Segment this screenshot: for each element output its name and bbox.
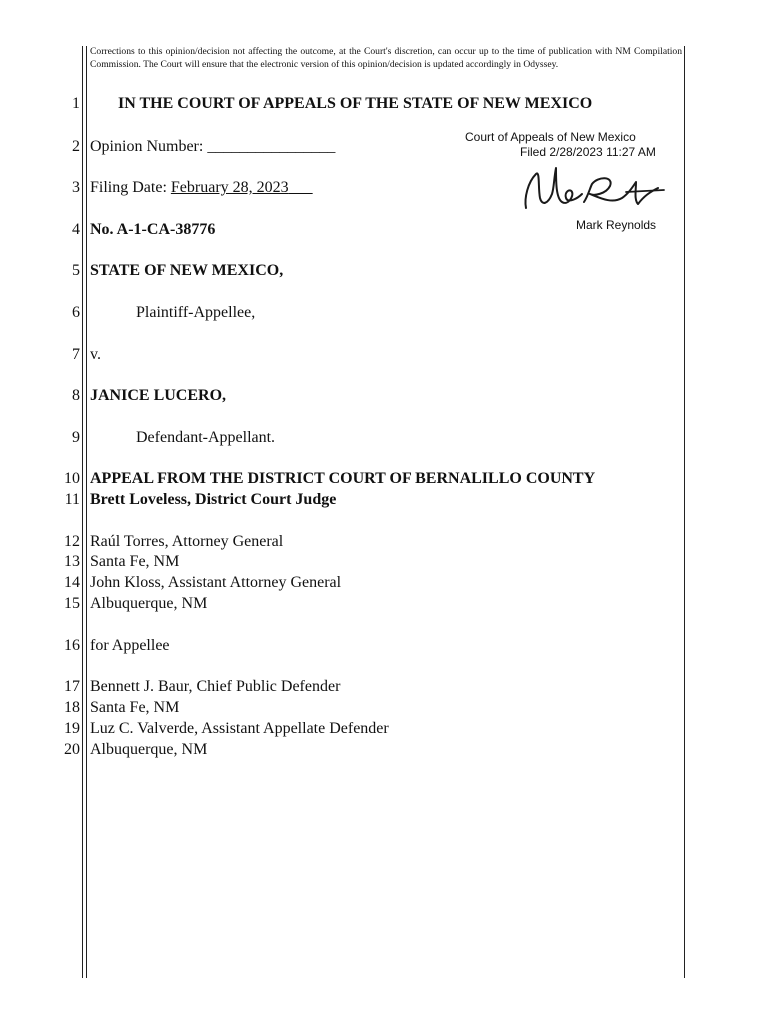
plaintiff-role: Plaintiff-Appellee, <box>136 304 256 321</box>
line-number: 16 <box>64 637 80 654</box>
defendant-role: Defendant-Appellant. <box>136 429 276 446</box>
line-number: 10 <box>64 470 80 487</box>
for-appellee: for Appellee <box>90 637 170 654</box>
signature-image <box>518 158 668 218</box>
line-number: 20 <box>64 741 80 758</box>
line-number: 7 <box>72 346 80 363</box>
line-number: 5 <box>72 262 80 279</box>
line-number: 4 <box>72 221 80 238</box>
appellant-counsel-line: Santa Fe, NM <box>90 699 180 716</box>
filing-date-label: Filing Date: <box>90 179 171 196</box>
line-number: 8 <box>72 387 80 404</box>
stamp-signer-name: Mark Reynolds <box>576 218 657 232</box>
filing-date-blank <box>289 179 313 196</box>
court-title: IN THE COURT OF APPEALS OF THE STATE OF NEW MEXICO <box>118 95 593 112</box>
plaintiff-name: STATE OF NEW MEXICO, <box>90 262 284 279</box>
line-number: 6 <box>72 304 80 321</box>
appellee-counsel-line: John Kloss, Assistant Attorney General <box>90 574 342 591</box>
appellee-counsel-line: Albuquerque, NM <box>90 595 208 612</box>
district-judge: Brett Loveless, District Court Judge <box>90 491 337 508</box>
line-number: 19 <box>64 720 80 737</box>
appellant-counsel-line: Albuquerque, NM <box>90 741 208 758</box>
line-number: 1 <box>72 95 80 112</box>
line-number: 18 <box>64 699 80 716</box>
docket-number: No. A-1-CA-38776 <box>90 221 216 238</box>
line-number: 2 <box>72 138 80 155</box>
line-number: 17 <box>64 678 80 695</box>
line-number: 13 <box>64 553 80 570</box>
appellant-counsel-line: Bennett J. Baur, Chief Public Defender <box>90 678 341 695</box>
appellant-counsel-line: Luz C. Valverde, Assistant Appellate Defender <box>90 720 389 737</box>
right-margin-rule <box>684 46 685 978</box>
stamp-court-name: Court of Appeals of New Mexico <box>465 130 636 144</box>
appeal-heading: APPEAL FROM THE DISTRICT COURT OF BERNALILLO COUNTY <box>90 470 596 487</box>
line-number: 14 <box>64 574 80 591</box>
defendant-name: JANICE LUCERO, <box>90 387 227 404</box>
left-margin-rule-inner <box>86 46 87 978</box>
filing-date-value: February 28, 2023 <box>170 179 289 196</box>
line-number: 11 <box>64 491 80 508</box>
appellee-counsel-line: Raúl Torres, Attorney General <box>90 533 284 550</box>
line-number: 3 <box>72 179 80 196</box>
stamp-filed-datetime: Filed 2/28/2023 11:27 AM <box>520 145 656 159</box>
line-number: 15 <box>64 595 80 612</box>
line-number: 12 <box>64 533 80 550</box>
line-number: 9 <box>72 429 80 446</box>
opinion-number-label: Opinion Number: ________________ <box>90 138 336 155</box>
appellee-counsel-line: Santa Fe, NM <box>90 553 180 570</box>
corrections-notice: Corrections to this opinion/decision not affecting the outcome, at the Court's discretion, can occur up to the time of publication with NM Compilation Commission. The Court will ensure that the electronic version of this opinion/decision is updated accordingly in Odyssey. <box>90 46 682 70</box>
filing-date-line <box>90 178 313 198</box>
left-margin-rule <box>82 46 83 978</box>
versus: v. <box>90 346 101 363</box>
